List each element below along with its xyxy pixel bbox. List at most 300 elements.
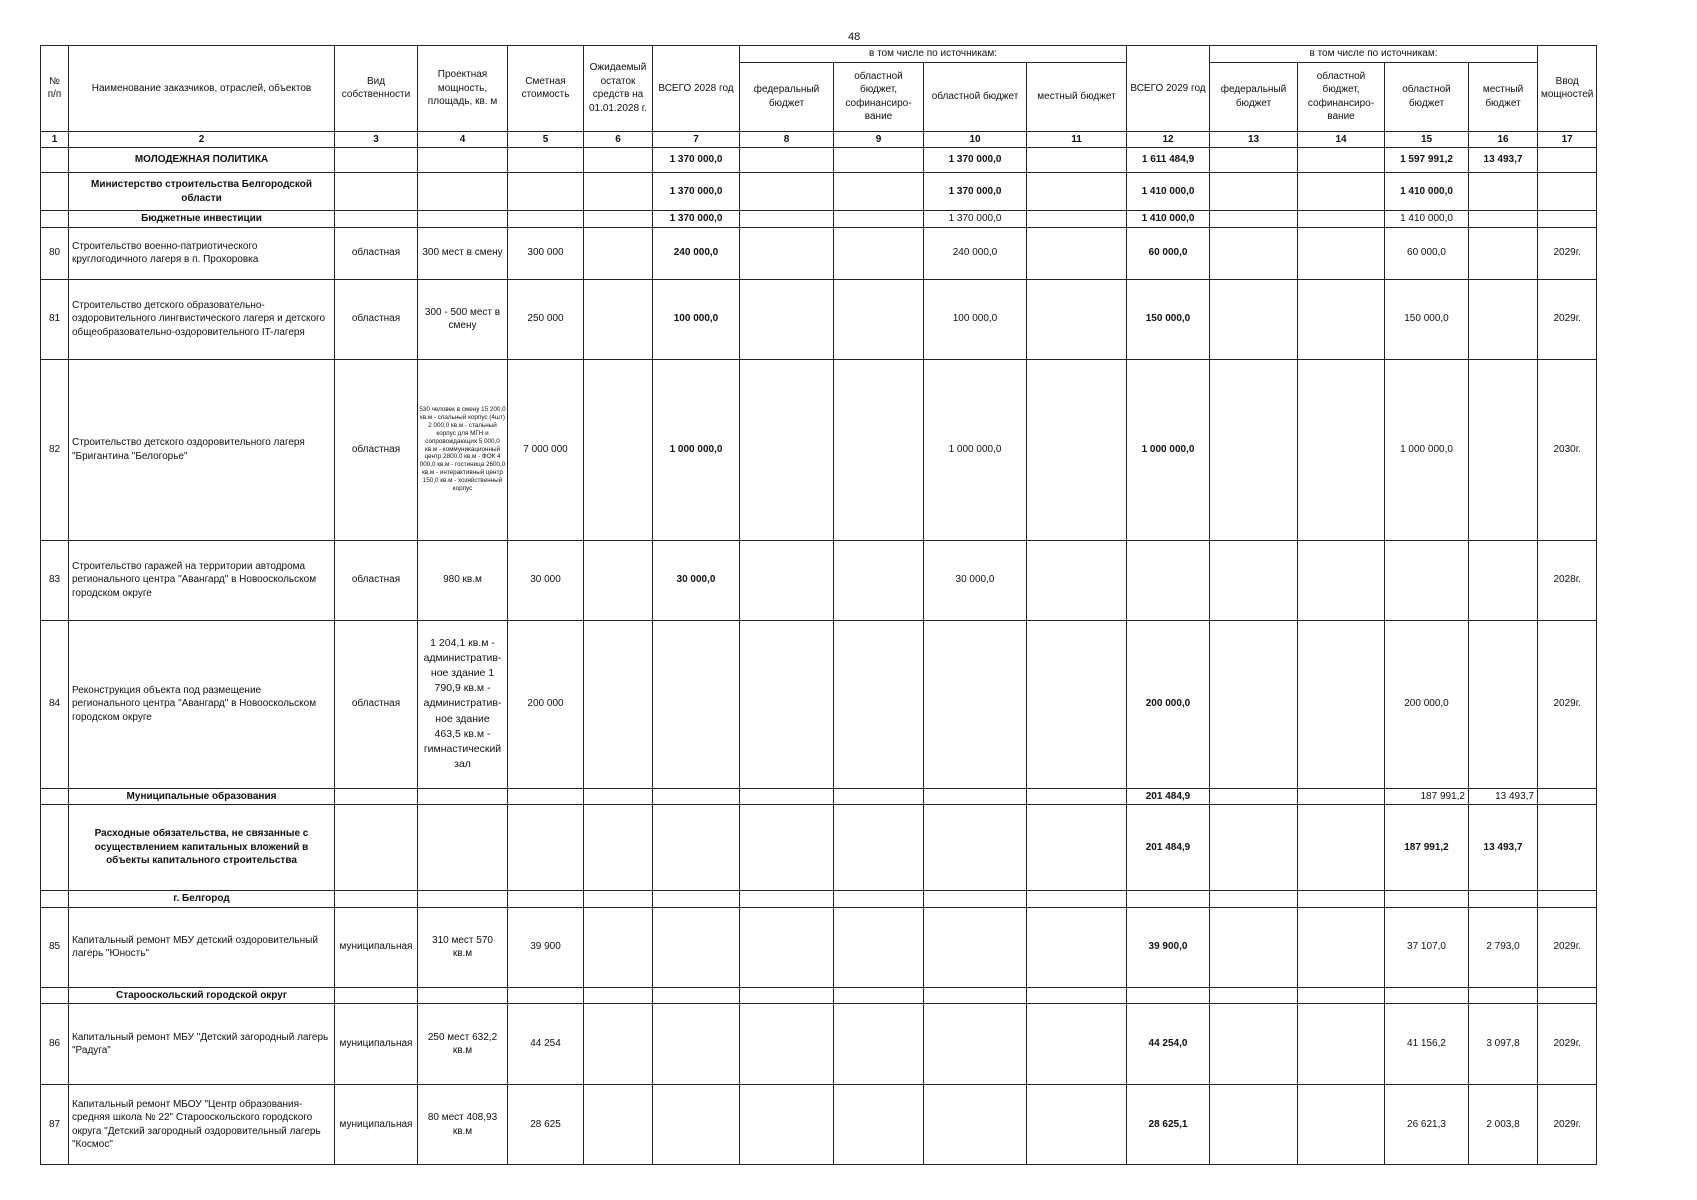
object-name: Реконструкция объекта под размещение регионального центра "Авангард" в Новооскольском городском округе <box>69 620 335 788</box>
sources-2029-header: в том числе по источникам: <box>1210 46 1538 63</box>
empty-cell <box>834 173 924 211</box>
empty-cell <box>1027 227 1127 279</box>
empty-cell <box>584 540 653 620</box>
table-row-subgroup <box>41 805 1597 891</box>
object-name: Капитальный ремонт МБУ детский оздоровительный лагерь "Юность" <box>69 907 335 987</box>
table-row <box>41 279 1597 359</box>
empty-cell <box>1469 620 1538 788</box>
empty-cell <box>740 148 834 173</box>
empty-cell <box>335 173 418 211</box>
regional-2029: 26 621,3 <box>1385 1085 1469 1165</box>
empty-cell <box>653 891 740 908</box>
empty-cell <box>1027 1085 1127 1165</box>
col-name-header: Наименование заказчиков, отраслей, объектов <box>69 46 335 132</box>
empty-cell <box>1027 907 1127 987</box>
empty-cell <box>1538 891 1597 908</box>
table-row <box>41 1004 1597 1085</box>
group-title: Министерство строительства Белгородской области <box>69 173 335 211</box>
empty-cell <box>584 805 653 891</box>
empty-cell <box>1298 1085 1385 1165</box>
total-2028: 1 370 000,0 <box>653 148 740 173</box>
commission-year: 2029г. <box>1538 1085 1597 1165</box>
empty-cell <box>1210 211 1298 228</box>
empty-cell <box>508 987 584 1004</box>
column-number: 2 <box>69 131 335 148</box>
ownership: муниципальная <box>335 1085 418 1165</box>
table-row <box>41 620 1597 788</box>
empty-cell <box>653 1085 740 1165</box>
column-number: 10 <box>924 131 1027 148</box>
col-federal-2028-header: федеральный бюджет <box>740 62 834 131</box>
commission-year: 2029г. <box>1538 227 1597 279</box>
total-2028: 1 370 000,0 <box>653 211 740 228</box>
total-2029: 201 484,9 <box>1127 788 1210 805</box>
empty-cell <box>740 805 834 891</box>
empty-cell <box>1298 1004 1385 1085</box>
empty-cell <box>1538 211 1597 228</box>
empty-cell <box>1298 211 1385 228</box>
page-number: 48 <box>848 31 861 43</box>
table-row <box>41 359 1597 540</box>
regional-2028: 1 370 000,0 <box>924 211 1027 228</box>
empty-cell <box>740 279 834 359</box>
empty-cell <box>1538 987 1597 1004</box>
empty-cell <box>1469 211 1538 228</box>
empty-cell <box>1210 987 1298 1004</box>
object-name: Капитальный ремонт МБОУ "Центр образования-средняя школа № 22" Старооскольского городского округа "Детский загородный оздоровительный лагерь "Космос" <box>69 1085 335 1165</box>
empty-cell <box>834 540 924 620</box>
col-local-2028-header: местный бюджет <box>1027 62 1127 131</box>
object-name: Строительство военно-патриотического круглогодичного лагеря в п. Прохоровка <box>69 227 335 279</box>
local-2029: 2 003,8 <box>1469 1085 1538 1165</box>
empty-cell <box>584 1085 653 1165</box>
group-title: Расходные обязательства, не связанные с осуществлением капитальных вложений в объекты капитального строительства <box>69 805 335 891</box>
total-2028: 1 000 000,0 <box>653 359 740 540</box>
empty-cell <box>1469 359 1538 540</box>
empty-cell <box>924 907 1027 987</box>
col-regional-2029-header: областной бюджет <box>1385 62 1469 131</box>
empty-cell <box>740 227 834 279</box>
column-number: 4 <box>418 131 508 148</box>
regional-2029: 37 107,0 <box>1385 907 1469 987</box>
estimate: 28 625 <box>508 1085 584 1165</box>
empty-cell <box>508 788 584 805</box>
total-2028: 100 000,0 <box>653 279 740 359</box>
table-row-line <box>41 891 1597 908</box>
regional-2029: 187 991,2 <box>1385 788 1469 805</box>
column-number: 17 <box>1538 131 1597 148</box>
capacity: 1 204,1 кв.м - административ-ное здание 1 790,9 кв.м - административ-ное здание 463,5 кв.м - гимнастический зал <box>418 620 508 788</box>
row-number: 87 <box>41 1085 69 1165</box>
empty-cell <box>1210 805 1298 891</box>
regional-2029: 41 156,2 <box>1385 1004 1469 1085</box>
empty-cell <box>584 148 653 173</box>
ownership: муниципальная <box>335 1004 418 1085</box>
group-title: Муниципальные образования <box>69 788 335 805</box>
empty-cell <box>924 891 1027 908</box>
empty-cell <box>1298 359 1385 540</box>
col-commission-header: Ввод мощностей <box>1538 46 1597 132</box>
commission-year: 2030г. <box>1538 359 1597 540</box>
empty-cell <box>834 227 924 279</box>
regional-2029: 1 410 000,0 <box>1385 173 1469 211</box>
commission-year: 2028г. <box>1538 540 1597 620</box>
row-number: 85 <box>41 907 69 987</box>
empty-cell <box>584 279 653 359</box>
total-2029: 200 000,0 <box>1127 620 1210 788</box>
empty-cell <box>1027 173 1127 211</box>
empty-cell <box>1027 359 1127 540</box>
regional-2028: 1 000 000,0 <box>924 359 1027 540</box>
ownership: областная <box>335 227 418 279</box>
col-regional-cofin-2029-header: областной бюджет, софинансиро-вание <box>1298 62 1385 131</box>
total-2029: 1 000 000,0 <box>1127 359 1210 540</box>
column-number: 3 <box>335 131 418 148</box>
empty-cell <box>1027 211 1127 228</box>
column-number: 8 <box>740 131 834 148</box>
row-number: 81 <box>41 279 69 359</box>
empty-cell <box>740 540 834 620</box>
col-local-2029-header: местный бюджет <box>1469 62 1538 131</box>
empty-cell <box>418 173 508 211</box>
empty-cell <box>924 1004 1027 1085</box>
empty-cell <box>1210 279 1298 359</box>
table-row-line <box>41 211 1597 228</box>
estimate: 200 000 <box>508 620 584 788</box>
empty-cell <box>834 788 924 805</box>
empty-cell <box>1385 891 1469 908</box>
commission-year: 2029г. <box>1538 907 1597 987</box>
empty-cell <box>1210 788 1298 805</box>
empty-cell <box>418 211 508 228</box>
total-2029: 44 254,0 <box>1127 1004 1210 1085</box>
regional-2028: 30 000,0 <box>924 540 1027 620</box>
table-row-line <box>41 987 1597 1004</box>
empty-cell <box>508 148 584 173</box>
empty-cell <box>584 987 653 1004</box>
capacity: 310 мест 570 кв.м <box>418 907 508 987</box>
empty-cell <box>653 1004 740 1085</box>
empty-cell <box>1127 987 1210 1004</box>
column-number: 11 <box>1027 131 1127 148</box>
column-number: 6 <box>584 131 653 148</box>
table-row <box>41 1085 1597 1165</box>
regional-2029: 1 000 000,0 <box>1385 359 1469 540</box>
empty-cell <box>740 211 834 228</box>
empty-cell <box>335 891 418 908</box>
table-row-subgroup <box>41 173 1597 211</box>
empty-cell <box>1469 540 1538 620</box>
empty-cell <box>1027 148 1127 173</box>
empty-cell <box>1298 891 1385 908</box>
col-total-2028-header: ВСЕГО 2028 год <box>653 46 740 132</box>
empty-cell <box>1469 227 1538 279</box>
total-2028: 1 370 000,0 <box>653 173 740 211</box>
local-2029: 13 493,7 <box>1469 788 1538 805</box>
empty-cell <box>1210 891 1298 908</box>
table-row <box>41 540 1597 620</box>
object-name: Строительство детского образовательно-оздоровительного лингвистического лагеря и детского общеобразовательно-оздоровительного IT-лагеря <box>69 279 335 359</box>
empty-cell <box>1210 1004 1298 1085</box>
empty-cell <box>1210 148 1298 173</box>
col-estimate-header: Сметная стоимость <box>508 46 584 132</box>
empty-cell <box>1210 907 1298 987</box>
total-2029: 60 000,0 <box>1127 227 1210 279</box>
group-title: Бюджетные инвестиции <box>69 211 335 228</box>
regional-2028: 1 370 000,0 <box>924 173 1027 211</box>
local-2029: 13 493,7 <box>1469 805 1538 891</box>
empty-cell <box>1210 540 1298 620</box>
capacity: 250 мест 632,2 кв.м <box>418 1004 508 1085</box>
column-number: 15 <box>1385 131 1469 148</box>
empty-cell <box>1210 620 1298 788</box>
empty-cell <box>1298 788 1385 805</box>
regional-2029: 60 000,0 <box>1385 227 1469 279</box>
empty-cell <box>508 891 584 908</box>
ownership: областная <box>335 620 418 788</box>
empty-cell <box>418 805 508 891</box>
empty-cell <box>834 907 924 987</box>
empty-cell <box>335 805 418 891</box>
row-number: 80 <box>41 227 69 279</box>
empty-cell <box>653 805 740 891</box>
row-number: 83 <box>41 540 69 620</box>
empty-cell <box>740 1004 834 1085</box>
col-total-2029-header: ВСЕГО 2029 год <box>1127 46 1210 132</box>
column-number: 14 <box>1298 131 1385 148</box>
table-row <box>41 907 1597 987</box>
empty-cell <box>1027 1004 1127 1085</box>
column-number: 9 <box>834 131 924 148</box>
ownership: областная <box>335 540 418 620</box>
total-2029 <box>1127 540 1210 620</box>
empty-cell <box>1538 173 1597 211</box>
capacity: 300 мест в смену <box>418 227 508 279</box>
column-number: 12 <box>1127 131 1210 148</box>
column-number: 5 <box>508 131 584 148</box>
empty-cell <box>584 891 653 908</box>
empty-cell <box>1469 891 1538 908</box>
empty-cell <box>834 211 924 228</box>
regional-2028 <box>924 620 1027 788</box>
empty-cell <box>1538 788 1597 805</box>
empty-cell <box>1210 227 1298 279</box>
empty-cell <box>740 173 834 211</box>
col-federal-2029-header: федеральный бюджет <box>1210 62 1298 131</box>
empty-cell <box>834 1085 924 1165</box>
total-2029: 201 484,9 <box>1127 805 1210 891</box>
ownership: муниципальная <box>335 907 418 987</box>
total-2029: 39 900,0 <box>1127 907 1210 987</box>
empty-cell <box>1027 891 1127 908</box>
empty-cell <box>1298 805 1385 891</box>
col-regional-cofin-2028-header: областной бюджет, софинансиро-вание <box>834 62 924 131</box>
empty-cell <box>834 359 924 540</box>
empty-cell <box>1210 173 1298 211</box>
empty-cell <box>740 891 834 908</box>
empty-cell <box>924 788 1027 805</box>
total-2028 <box>653 620 740 788</box>
empty-cell <box>508 173 584 211</box>
empty-cell <box>740 788 834 805</box>
empty-cell <box>1298 620 1385 788</box>
empty-cell <box>41 987 69 1004</box>
empty-cell <box>41 173 69 211</box>
sources-2028-header: в том числе по источникам: <box>740 46 1127 63</box>
empty-cell <box>508 211 584 228</box>
estimate: 300 000 <box>508 227 584 279</box>
empty-cell <box>1538 805 1597 891</box>
empty-cell <box>584 788 653 805</box>
local-2029: 2 793,0 <box>1469 907 1538 987</box>
commission-year: 2029г. <box>1538 620 1597 788</box>
empty-cell <box>834 620 924 788</box>
empty-cell <box>335 148 418 173</box>
capacity: 300 - 500 мест в смену <box>418 279 508 359</box>
empty-cell <box>1298 907 1385 987</box>
table-row <box>41 227 1597 279</box>
col-ownership-header: Вид собственности <box>335 46 418 132</box>
empty-cell <box>584 227 653 279</box>
empty-cell <box>1469 987 1538 1004</box>
empty-cell <box>834 891 924 908</box>
section-title: МОЛОДЕЖНАЯ ПОЛИТИКА <box>69 148 335 173</box>
local-2029: 3 097,8 <box>1469 1004 1538 1085</box>
empty-cell <box>924 1085 1027 1165</box>
empty-cell <box>924 987 1027 1004</box>
row-number: 82 <box>41 359 69 540</box>
empty-cell <box>653 788 740 805</box>
empty-cell <box>740 987 834 1004</box>
empty-cell <box>418 148 508 173</box>
empty-cell <box>653 987 740 1004</box>
capacity: 530 человек в смену 15 200,0 кв.м - спальный корпус (4шт) 2 000,0 кв.м - стальный корпус для МГН и сопровождающих 5 000,0 кв.м - коммуникационный центр 2800,0 кв.м - ФОК 4 000,0 кв.м - гостиница 2600,0 кв.м - интерактивный центр 150,0 кв.м - хозяйственный корпус <box>418 359 508 540</box>
empty-cell <box>41 805 69 891</box>
estimate: 44 254 <box>508 1004 584 1085</box>
empty-cell <box>740 907 834 987</box>
empty-cell <box>418 987 508 1004</box>
column-number-row <box>41 131 1597 148</box>
empty-cell <box>335 987 418 1004</box>
empty-cell <box>41 788 69 805</box>
object-name: Капитальный ремонт МБУ "Детский загородный лагерь "Радуга" <box>69 1004 335 1085</box>
estimate: 7 000 000 <box>508 359 584 540</box>
empty-cell <box>1027 788 1127 805</box>
empty-cell <box>1298 227 1385 279</box>
col-capacity-header: Проектная мощность, площадь, кв. м <box>418 46 508 132</box>
estimate: 39 900 <box>508 907 584 987</box>
empty-cell <box>1298 173 1385 211</box>
empty-cell <box>1027 805 1127 891</box>
column-number: 13 <box>1210 131 1298 148</box>
empty-cell <box>834 148 924 173</box>
empty-cell <box>834 279 924 359</box>
empty-cell <box>1027 987 1127 1004</box>
regional-2029: 187 991,2 <box>1385 805 1469 891</box>
empty-cell <box>1210 359 1298 540</box>
empty-cell <box>924 805 1027 891</box>
total-2028: 240 000,0 <box>653 227 740 279</box>
empty-cell <box>1538 148 1597 173</box>
commission-year: 2029г. <box>1538 279 1597 359</box>
regional-2029: 150 000,0 <box>1385 279 1469 359</box>
empty-cell <box>41 148 69 173</box>
empty-cell <box>584 359 653 540</box>
column-number: 1 <box>41 131 69 148</box>
column-number: 7 <box>653 131 740 148</box>
empty-cell <box>1027 279 1127 359</box>
empty-cell <box>1298 987 1385 1004</box>
total-2029: 1 611 484,9 <box>1127 148 1210 173</box>
empty-cell <box>740 359 834 540</box>
regional-2028: 240 000,0 <box>924 227 1027 279</box>
empty-cell <box>1298 540 1385 620</box>
empty-cell <box>584 907 653 987</box>
table-row-line <box>41 788 1597 805</box>
regional-2029: 1 597 991,2 <box>1385 148 1469 173</box>
regional-2029: 1 410 000,0 <box>1385 211 1469 228</box>
empty-cell <box>335 211 418 228</box>
capacity: 980 кв.м <box>418 540 508 620</box>
empty-cell <box>418 891 508 908</box>
empty-cell <box>834 987 924 1004</box>
regional-2029 <box>1385 540 1469 620</box>
object-name: Строительство гаражей на территории автодрома регионального центра "Авангард" в Новооскольском городском округе <box>69 540 335 620</box>
total-2029: 28 625,1 <box>1127 1085 1210 1165</box>
ownership: областная <box>335 359 418 540</box>
commission-year: 2029г. <box>1538 1004 1597 1085</box>
empty-cell <box>740 1085 834 1165</box>
empty-cell <box>1210 1085 1298 1165</box>
regional-2028: 1 370 000,0 <box>924 148 1027 173</box>
header-row-top <box>41 46 1597 63</box>
empty-cell <box>834 1004 924 1085</box>
row-number: 84 <box>41 620 69 788</box>
empty-cell <box>584 620 653 788</box>
local-2029: 13 493,7 <box>1469 148 1538 173</box>
empty-cell <box>1127 891 1210 908</box>
empty-cell <box>1469 173 1538 211</box>
col-num-header: № п/п <box>41 46 69 132</box>
empty-cell <box>335 788 418 805</box>
object-name: Строительство детского оздоровительного лагеря "Бригантина "Белогорье" <box>69 359 335 540</box>
group-title: г. Белгород <box>69 891 335 908</box>
empty-cell <box>418 788 508 805</box>
empty-cell <box>1469 279 1538 359</box>
col-remaining-header: Ожидаемый остаток средств на 01.01.2028 г. <box>584 46 653 132</box>
total-2028: 30 000,0 <box>653 540 740 620</box>
estimate: 30 000 <box>508 540 584 620</box>
empty-cell <box>653 907 740 987</box>
empty-cell <box>584 211 653 228</box>
empty-cell <box>41 891 69 908</box>
empty-cell <box>1027 540 1127 620</box>
total-2029: 1 410 000,0 <box>1127 173 1210 211</box>
total-2029: 1 410 000,0 <box>1127 211 1210 228</box>
col-regional-2028-header: областной бюджет <box>924 62 1027 131</box>
ownership: областная <box>335 279 418 359</box>
budget-table <box>40 45 1597 1165</box>
regional-2028: 100 000,0 <box>924 279 1027 359</box>
empty-cell <box>740 620 834 788</box>
regional-2029: 200 000,0 <box>1385 620 1469 788</box>
empty-cell <box>584 1004 653 1085</box>
group-title: Старооскольский городской округ <box>69 987 335 1004</box>
empty-cell <box>508 805 584 891</box>
column-number: 16 <box>1469 131 1538 148</box>
empty-cell <box>1027 620 1127 788</box>
empty-cell <box>584 173 653 211</box>
